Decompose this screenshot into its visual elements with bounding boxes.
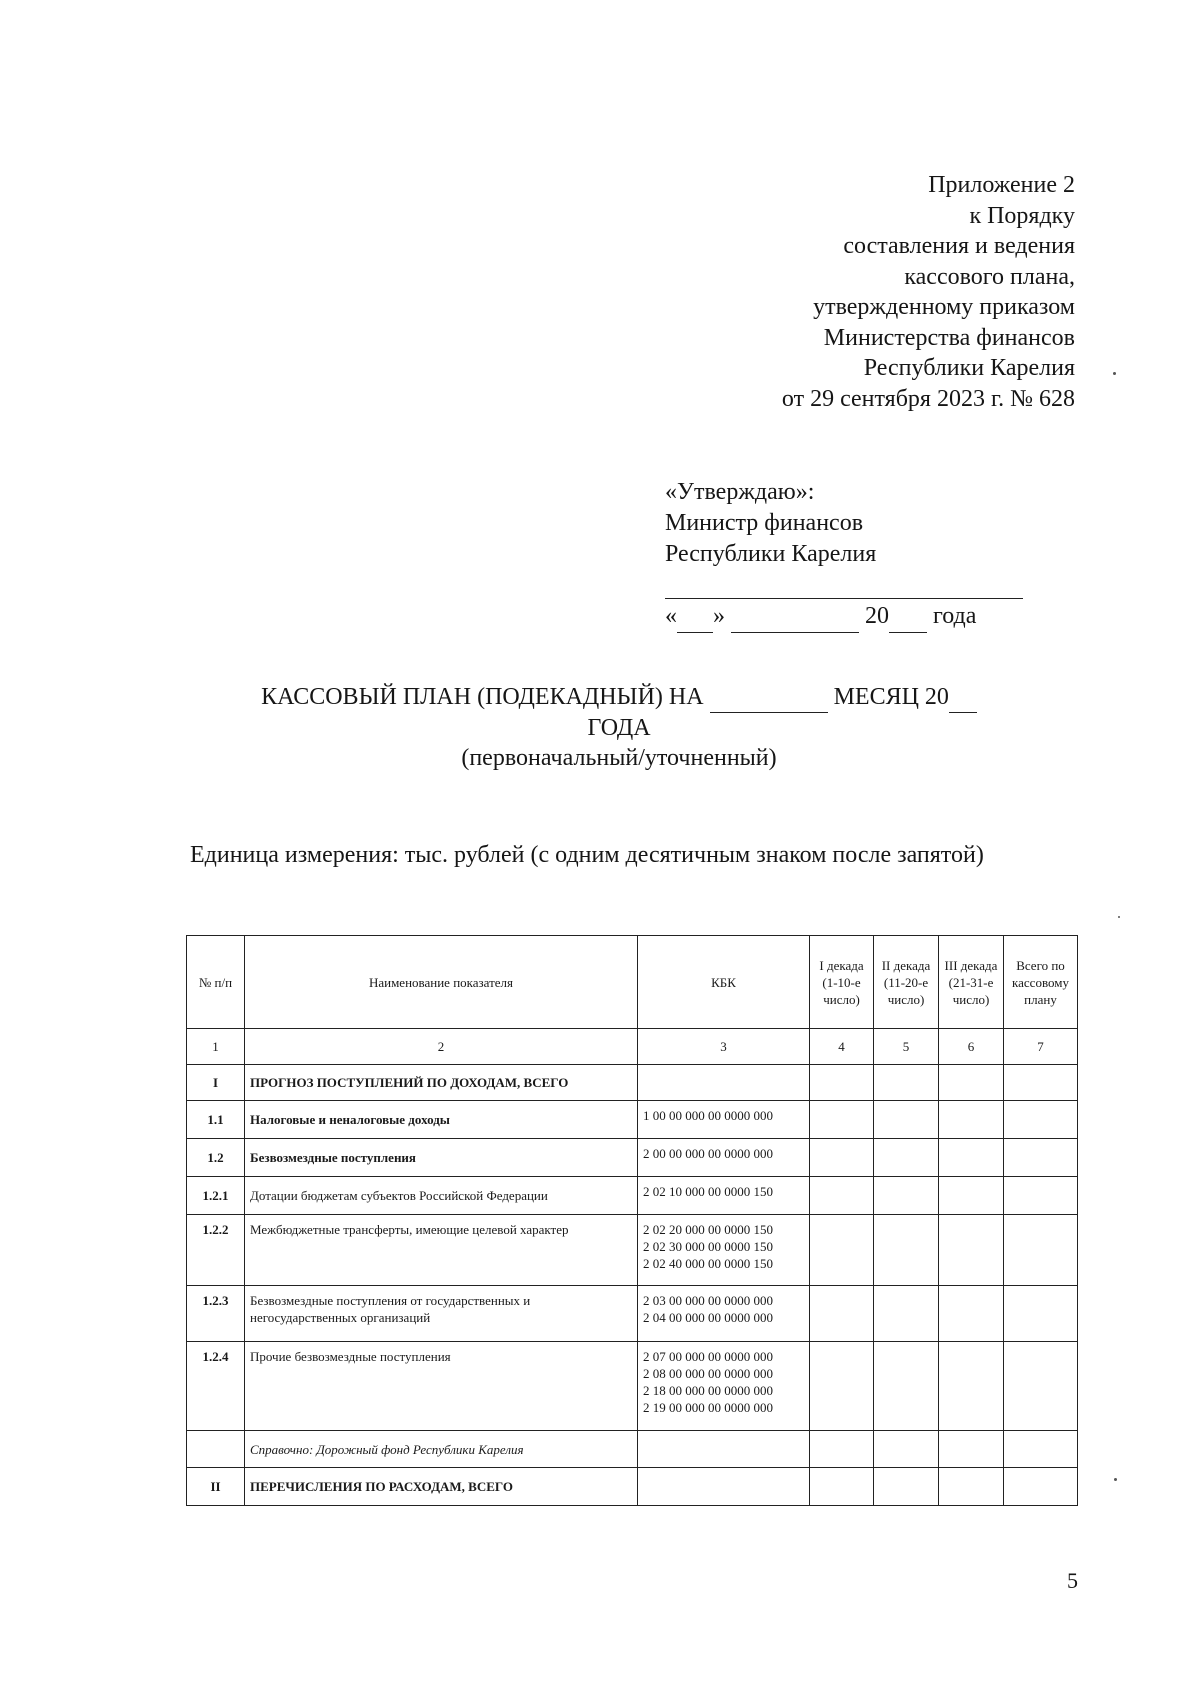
cell-decade-1 <box>810 1215 874 1286</box>
month-blank <box>731 600 859 633</box>
table-row <box>187 1101 1078 1139</box>
scan-speck <box>1113 372 1116 375</box>
row-name: ПЕРЕЧИСЛЕНИЯ ПО РАСХОДАМ, ВСЕГО <box>245 1468 638 1506</box>
table-row <box>187 1177 1078 1215</box>
header-total: Всего по кассовому плану <box>1004 936 1078 1029</box>
signature-line <box>665 598 1023 599</box>
cell-total <box>1004 1101 1078 1139</box>
cell-decade-2 <box>874 1468 939 1506</box>
cell-decade-3 <box>939 1342 1004 1431</box>
cell-decade-2 <box>874 1177 939 1215</box>
cash-plan-table <box>186 935 1078 1506</box>
cell-total <box>1004 1139 1078 1177</box>
row-name: ПРОГНОЗ ПОСТУПЛЕНИЙ ПО ДОХОДАМ, ВСЕГО <box>245 1065 638 1101</box>
appendix-line: утвержденному приказом <box>813 294 1075 320</box>
approval-heading: «Утверждаю»: <box>665 479 815 505</box>
header-num: № п/п <box>187 936 245 1029</box>
title-month-year: МЕСЯЦ 20 <box>833 684 949 710</box>
row-num: 1.2.3 <box>187 1286 245 1342</box>
row-kbk: 2 00 00 000 00 0000 000 <box>638 1139 810 1177</box>
appendix-line: Министерства финансов <box>823 324 1075 351</box>
row-num: I <box>187 1065 245 1101</box>
table-row <box>187 1342 1078 1431</box>
cell-decade-3 <box>939 1286 1004 1342</box>
column-number: 5 <box>874 1029 939 1065</box>
cell-total <box>1004 1342 1078 1431</box>
cell-decade-2 <box>874 1431 939 1468</box>
row-num: 1.2.2 <box>187 1215 245 1286</box>
row-num: II <box>187 1468 245 1506</box>
row-kbk: 1 00 00 000 00 0000 000 <box>638 1101 810 1139</box>
approval-region: Республики Карелия <box>665 541 877 567</box>
cell-decade-2 <box>874 1286 939 1342</box>
cell-decade-2 <box>874 1139 939 1177</box>
cell-decade-1 <box>810 1431 874 1468</box>
row-num <box>187 1431 245 1468</box>
title-prefix: КАССОВЫЙ ПЛАН (ПОДЕКАДНЫЙ) НА <box>261 684 704 710</box>
cell-total <box>1004 1468 1078 1506</box>
cell-decade-1 <box>810 1065 874 1101</box>
year-blank <box>889 600 927 633</box>
table-row <box>187 1215 1078 1286</box>
row-kbk <box>638 1065 810 1101</box>
row-num: 1.2.4 <box>187 1342 245 1431</box>
row-name: Налоговые и неналоговые доходы <box>245 1101 638 1139</box>
row-name: Безвозмездные поступления <box>245 1139 638 1177</box>
appendix-line: к Порядку <box>969 202 1075 229</box>
page-number: 5 <box>1067 1568 1078 1593</box>
approval-block <box>665 477 876 570</box>
table-row <box>187 1139 1078 1177</box>
cell-total <box>1004 1286 1078 1342</box>
approval-date-line <box>665 600 976 633</box>
cell-decade-1 <box>810 1342 874 1431</box>
header-decade-3: III декада (21-31-е число) <box>939 936 1004 1029</box>
title-line3: (первоначальный/уточненный) <box>461 745 777 771</box>
appendix-line: Приложение 2 <box>928 172 1075 198</box>
approval-position: Министр финансов <box>665 510 864 536</box>
cell-decade-3 <box>939 1065 1004 1101</box>
cell-decade-2 <box>874 1101 939 1139</box>
cell-decade-3 <box>939 1468 1004 1506</box>
row-name: Дотации бюджетам субъектов Российской Федерации <box>245 1177 638 1215</box>
row-kbk: 2 02 10 000 00 0000 150 <box>638 1177 810 1215</box>
appendix-reference <box>782 170 1075 414</box>
row-name: Прочие безвозмездные поступления <box>245 1342 638 1431</box>
date-close-quote: » <box>713 603 725 629</box>
cell-decade-2 <box>874 1215 939 1286</box>
cell-decade-1 <box>810 1286 874 1342</box>
cell-total <box>1004 1065 1078 1101</box>
column-number: 4 <box>810 1029 874 1065</box>
cell-decade-3 <box>939 1177 1004 1215</box>
appendix-line: составления и ведения <box>843 233 1075 259</box>
row-num: 1.1 <box>187 1101 245 1139</box>
title-month-blank <box>710 682 828 713</box>
cell-total <box>1004 1177 1078 1215</box>
header-name: Наименование показателя <box>245 936 638 1029</box>
table-header-row <box>187 936 1078 1029</box>
column-number: 2 <box>245 1029 638 1065</box>
table-row <box>187 1468 1078 1506</box>
row-kbk: 2 03 00 000 00 0000 000 2 04 00 000 00 0000 000 <box>638 1286 810 1342</box>
column-number-row <box>187 1029 1078 1065</box>
table-row <box>187 1431 1078 1468</box>
header-decade-2: II декада (11-20-е число) <box>874 936 939 1029</box>
cell-decade-1 <box>810 1177 874 1215</box>
cell-decade-1 <box>810 1101 874 1139</box>
appendix-line: от 29 сентября 2023 г. № 628 <box>781 385 1075 412</box>
cell-decade-1 <box>810 1139 874 1177</box>
row-name: Межбюджетные трансферты, имеющие целевой характер <box>245 1215 638 1286</box>
column-number: 7 <box>1004 1029 1078 1065</box>
cell-decade-3 <box>939 1139 1004 1177</box>
day-blank <box>677 600 713 633</box>
cell-total <box>1004 1431 1078 1468</box>
table-row <box>187 1065 1078 1101</box>
row-kbk <box>638 1431 810 1468</box>
cell-decade-3 <box>939 1101 1004 1139</box>
title-year-blank <box>949 682 977 713</box>
unit-of-measure: Единица измерения: тыс. рублей (с одним десятичным знаком после запятой) <box>190 842 984 868</box>
date-suffix: года <box>933 603 977 629</box>
table-row <box>187 1286 1078 1342</box>
row-kbk: 2 02 20 000 00 0000 150 2 02 30 000 00 0000 150 2 02 40 000 00 0000 150 <box>638 1215 810 1286</box>
cell-total <box>1004 1215 1078 1286</box>
header-decade-1: I декада (1-10-е число) <box>810 936 874 1029</box>
document-title <box>180 682 1058 773</box>
cell-decade-2 <box>874 1065 939 1101</box>
scan-speck <box>1114 1478 1117 1481</box>
appendix-line: кассового плана, <box>904 263 1075 290</box>
date-open-quote: « <box>665 603 677 629</box>
header-kbk: КБК <box>638 936 810 1029</box>
row-kbk: 2 07 00 000 00 0000 000 2 08 00 000 00 0000 000 2 18 00 000 00 0000 000 2 19 00 000 00 0000 000 <box>638 1342 810 1431</box>
cell-decade-1 <box>810 1468 874 1506</box>
column-number: 1 <box>187 1029 245 1065</box>
row-kbk <box>638 1468 810 1506</box>
scan-speck <box>1118 916 1120 918</box>
row-name: Справочно: Дорожный фонд Республики Карелия <box>245 1431 638 1468</box>
column-number: 3 <box>638 1029 810 1065</box>
cell-decade-2 <box>874 1342 939 1431</box>
cell-decade-3 <box>939 1215 1004 1286</box>
row-name: Безвозмездные поступления от государственных и негосударственных организаций <box>245 1286 638 1342</box>
appendix-line: Республики Карелия <box>863 355 1075 381</box>
cell-decade-3 <box>939 1431 1004 1468</box>
row-num: 1.2.1 <box>187 1177 245 1215</box>
row-num: 1.2 <box>187 1139 245 1177</box>
title-line2: ГОДА <box>587 715 651 741</box>
date-year-prefix: 20 <box>865 603 889 629</box>
column-number: 6 <box>939 1029 1004 1065</box>
